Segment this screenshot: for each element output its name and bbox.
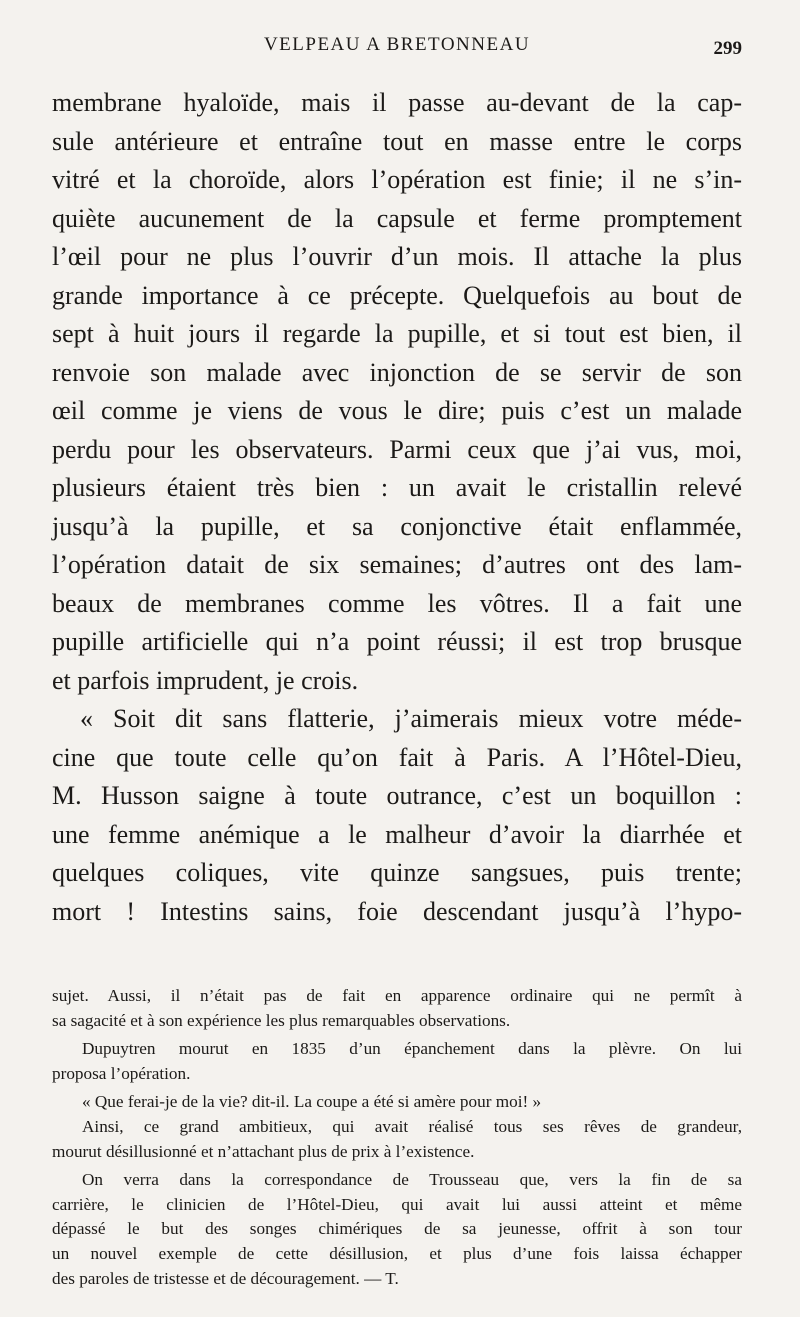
footnote-line: un nouvel exemple de cette désillusion, et plus d’une fois laissa échapper xyxy=(52,1243,742,1263)
body-line: mort ! Intestins sains, foie descendant jusqu’à l’hypo- xyxy=(52,896,742,926)
footnote-line: sa sagacité et à son expérience les plus remarquables observations. xyxy=(52,1010,511,1030)
body-line: beaux de membranes comme les vôtres. Il a fait une xyxy=(52,588,742,618)
body-line: quelques coliques, vite quinze sangsues, puis trente; xyxy=(52,858,742,887)
main-body-text xyxy=(52,84,742,931)
body-line: cine que toute celle qu’on fait à Paris. A l’Hôtel-Dieu, xyxy=(52,742,742,772)
footnote-line: carrière, le clinicien de l’Hôtel-Dieu, qui avait lui aussi atteint et même xyxy=(52,1194,742,1214)
running-title: VELPEAU A BRETONNEAU xyxy=(263,34,531,55)
footnote-line: des paroles de tristesse et de découragement. — T. xyxy=(52,1268,399,1288)
body-line: une femme anémique a le malheur d’avoir la diarrhée et xyxy=(52,819,742,849)
body-line: sept à huit jours il regarde la pupille, et si tout est bien, il xyxy=(52,319,742,348)
footnote-line: Ainsi, ce grand ambitieux, qui avait réalisé tous ses rêves de grandeur, xyxy=(82,1116,742,1136)
page-number: 299 xyxy=(713,38,742,59)
footnotes xyxy=(52,984,742,1291)
footnote-line: « Que ferai-je de la vie? dit-il. La coupe a été si amère pour moi! » xyxy=(82,1092,542,1112)
body-line: grande importance à ce précepte. Quelquefois au bout de xyxy=(52,280,742,310)
body-line: l’opération datait de six semaines; d’autres ont des lam- xyxy=(52,550,742,579)
footnote-line: proposa l’opération. xyxy=(52,1063,191,1083)
body-line: œil comme je viens de vous le dire; puis c’est un malade xyxy=(52,396,742,425)
body-line: quiète aucunement de la capsule et ferme promptement xyxy=(52,203,742,233)
footnote-line: mourut désillusionné et n’attachant plus de prix à l’existence. xyxy=(52,1141,475,1161)
footnote-line: On verra dans la correspondance de Trousseau que, vers la fin de sa xyxy=(82,1170,742,1190)
running-head xyxy=(52,34,742,58)
body-line: vitré et la choroïde, alors l’opération est finie; il ne s’in- xyxy=(52,165,742,194)
body-line: « Soit dit sans flatterie, j’aimerais mieux votre méde- xyxy=(80,704,742,733)
body-line: jusqu’à la pupille, et sa conjonctive était enflammée, xyxy=(52,511,742,541)
body-line: l’œil pour ne plus l’ouvrir d’un mois. Il attache la plus xyxy=(52,242,742,271)
footnote-line: Dupuytren mourut en 1835 d’un épanchement dans la plèvre. On lui xyxy=(82,1039,742,1059)
body-line: perdu pour les observateurs. Parmi ceux que j’ai vus, moi, xyxy=(52,434,742,464)
footnote-line: dépassé le but des songes chimériques de sa jeunesse, offrit à son tour xyxy=(52,1219,742,1239)
body-line: M. Husson saigne à toute outrance, c’est un boquillon : xyxy=(52,781,742,810)
body-line: sule antérieure et entraîne tout en masse entre le corps xyxy=(52,126,742,156)
body-line: pupille artificielle qui n’a point réussi; il est trop brusque xyxy=(52,627,742,656)
body-line: membrane hyaloïde, mais il passe au-devant de la cap- xyxy=(52,88,742,117)
body-line: plusieurs étaient très bien : un avait le cristallin relevé xyxy=(52,473,742,502)
body-line: et parfois imprudent, je crois. xyxy=(52,665,359,695)
footnote-line: sujet. Aussi, il n’était pas de fait en apparence ordinaire qui ne permît à xyxy=(52,986,742,1005)
body-line: renvoie son malade avec injonction de se servir de son xyxy=(52,357,742,387)
